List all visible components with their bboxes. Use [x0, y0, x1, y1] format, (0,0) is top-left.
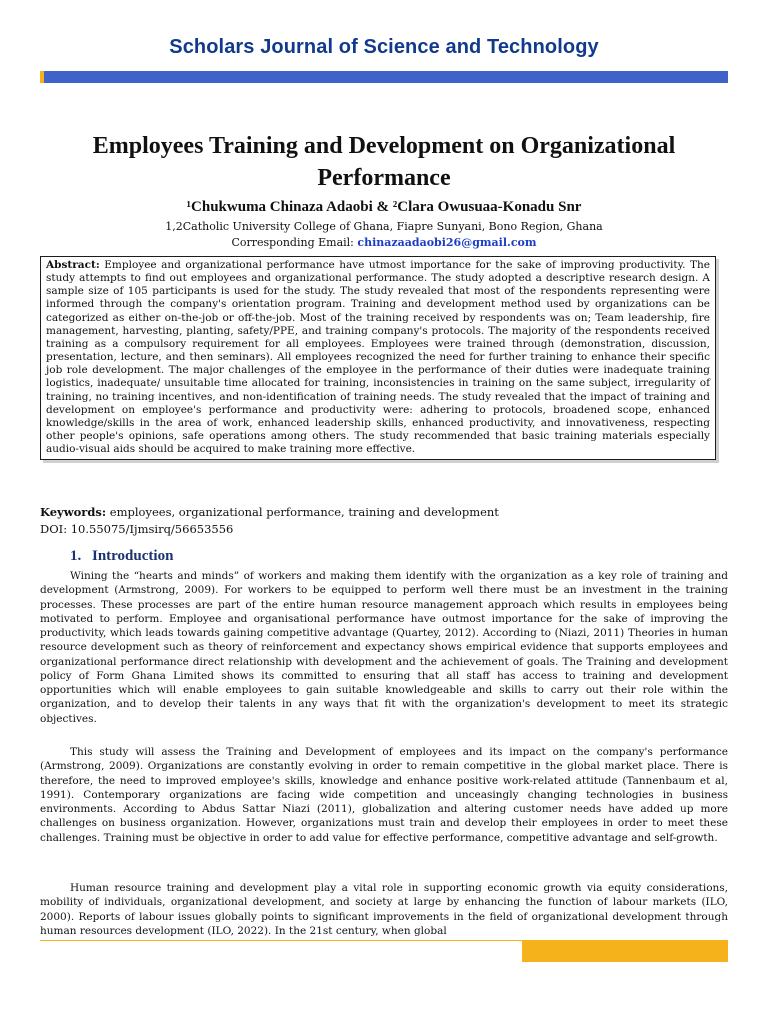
email-link[interactable]: chinazaadaobi26@gmail.com	[357, 236, 537, 249]
intro-paragraph-2: This study will assess the Training and Development of employees and its impact on the company's performance (Armstrong, 2009). Organizations are constantly evolving in order to remain competitive in the global market place. There is therefore, the need to improved employee's skills, knowledge and enhance positive work-related attitude (Tannenbaum et al, 1991). Contemporary organizations are facing wide competition and unceasingly changing technologies in business environments. According to Abdus Sattar Niazi (2011), globalization and altering customer needs have added up more challenges on business organization. However, organizations must train and develop their employees in order to meet these challenges. Training must be objective in order to add value for effective performance, competitive advantage and self-growth.	[40, 746, 728, 844]
paper-title: Employees Training and Development on Organizational Performance	[92, 133, 676, 191]
corresponding-email-line	[40, 236, 728, 249]
email-label: Corresponding Email:	[231, 236, 354, 249]
header-bar	[40, 71, 728, 83]
abstract-label: Abstract:	[46, 259, 100, 271]
abstract-box	[40, 256, 716, 460]
authors: ¹Chukwuma Chinaza Adaobi & ²Clara Owusuaa-Konadu Snr	[186, 199, 582, 215]
doi-label: DOI:	[40, 522, 68, 536]
abstract-text: Employee and organizational performance have utmost importance for the sake of improving productivity. The study attempts to find out employees and organizational performance. The study adopted a descriptive research design. A sample size of 105 participants is used for the study. The study revealed that most of the respondents representing were informed through the company's orientation program. Training and development method used by organizations can be categorized as either on-the-job or off-the-job. Most of the training received by respondents was on; Team leadership, fire management, harvesting, planting, safety/PPE, and training company's protocols. The majority of the respondents received training as a compulsory requirement for all employees. Employees were trained through (demonstration, discussion, presentation, lecture, and then seminars). All employees recognized the need for further training to enhance their specific job role development. The major challenges of the employee in the performance of their duties were inadequate training logistics, inadequate/ unsuitable time allocated for training, inconsistencies in training on the same subject, irregularity of training, no training incentives, and non-identification of training needs. The study revealed that the impact of training and development on employee's performance and productivity were: adhering to protocols, broadened scope, enhanced knowledge/skills in the area of work, enhanced leadership skills, enhanced productivity, and innovativeness, respecting other people's opinions, safe operations among others. The study recommended that basic training materials especially audio-visual aids should be acquired to make training more effective.	[46, 259, 710, 456]
section-heading-introduction	[70, 548, 173, 565]
keywords-text: employees, organizational performance, training and development	[109, 505, 499, 519]
keywords-label: Keywords:	[40, 505, 107, 519]
keywords-line	[40, 505, 728, 519]
doi-text: 10.55075/Ijmsirq/56653556	[70, 522, 234, 536]
journal-title: Scholars Journal of Science and Technology	[169, 36, 599, 58]
header-bar-accent	[40, 71, 44, 83]
footer-accent-block	[522, 941, 728, 962]
intro-paragraph-3: Human resource training and development play a vital role in supporting economic growth via equity considerations, mobility of individuals, organizational development, and society at large by enhancing the function of labour markets (ILO, 2000). Reports of labour issues globally points to significant improvements in the field of organizational development through human resources development (ILO, 2022). In the 21st century, when global	[40, 882, 728, 937]
doi-line	[40, 522, 728, 536]
intro-paragraph-1: Wining the “hearts and minds” of workers and making them identify with the organization as a key role of training and development (Armstrong, 2009). For workers to be equipped to perform well there must be an investment in the training processes. These processes are part of the entire human resource management approach which results in employees being motivated to perform. Employee and organisational performance have outmost importance for the sake of improving the productivity, which leads towards gaining competitive advantage (Quartey, 2012). According to (Niazi, 2011) Theories in human resource development such as theory of reinforcement and expectancy shows empirical evidence that supports employees and organizational performance direct relationship with development and the achievement of goals. The Training and development policy of Form Ghana Limited shows its committed to ensuring that all staff has access to training and development opportunities which will enable employees to gain suitable knowledgeable and skills to carry out their role within the organization, and to develop their talents in any ways that fit with the organization's development to meet its strategic objectives.	[40, 570, 728, 725]
section-title: Introduction	[92, 548, 174, 564]
section-number: 1.	[70, 548, 82, 564]
affiliation: 1,2Catholic University College of Ghana, Fiapre Sunyani, Bono Region, Ghana	[165, 220, 603, 233]
